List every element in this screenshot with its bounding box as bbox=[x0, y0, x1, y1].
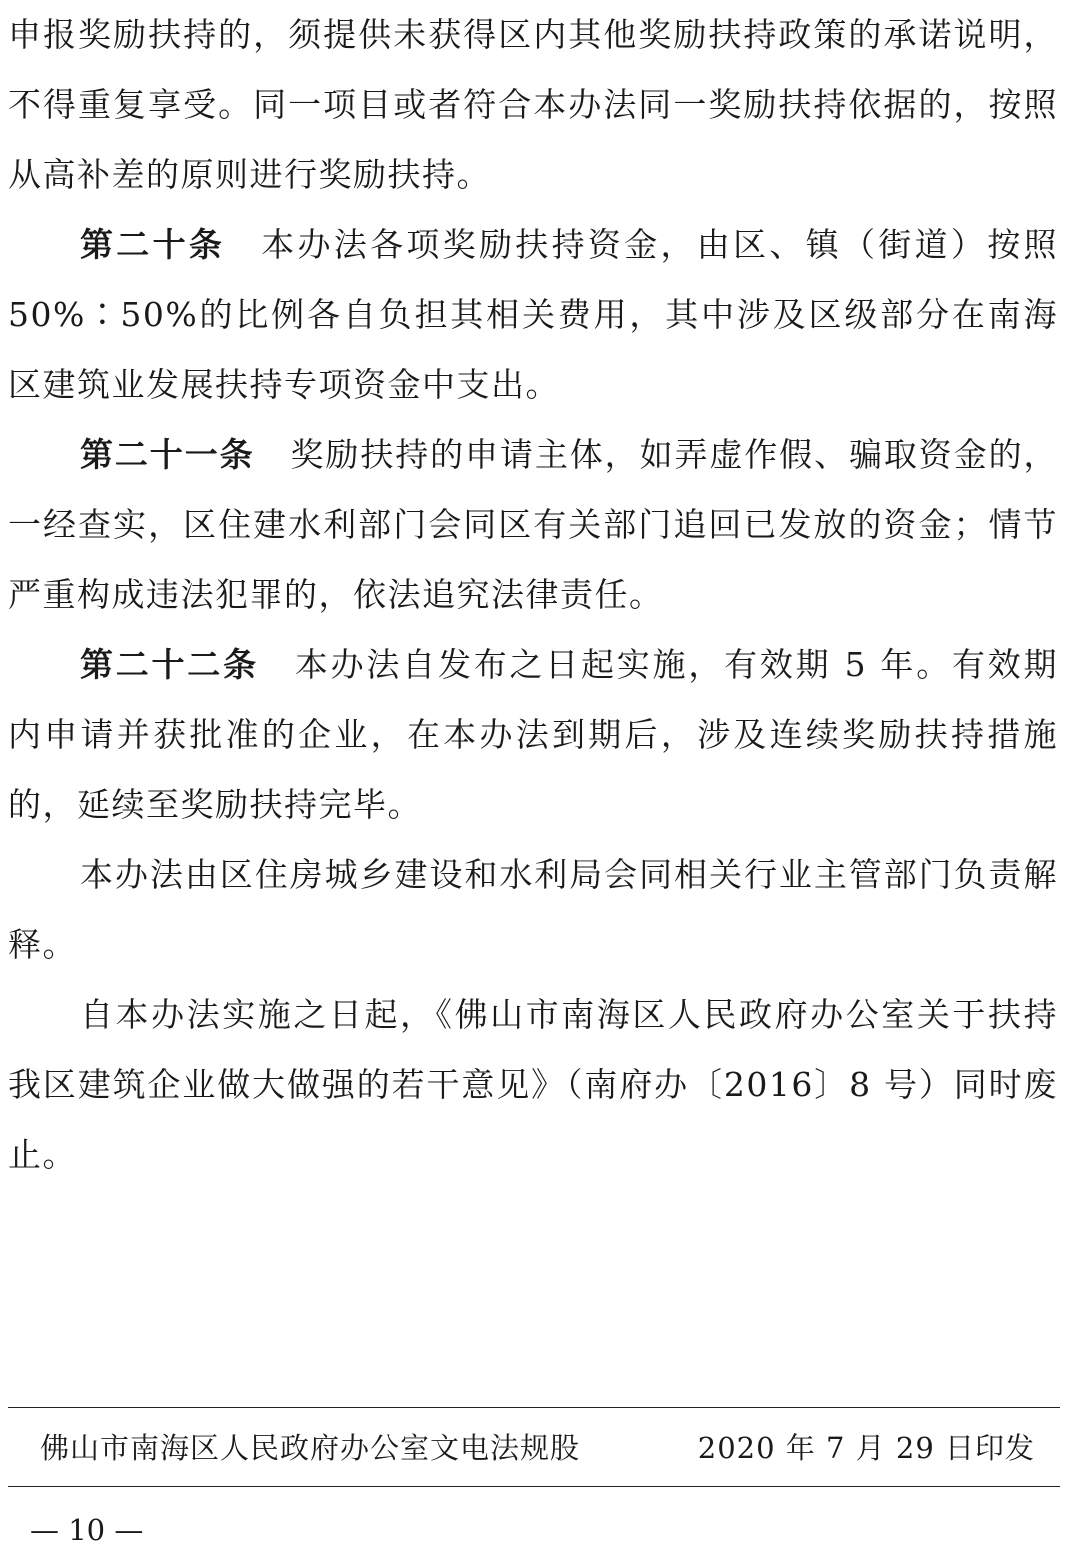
article-paragraph bbox=[8, 630, 1058, 840]
article-paragraph bbox=[8, 420, 1058, 630]
paragraph bbox=[8, 980, 1058, 1190]
footer-issuer: 佛山市南海区人民政府办公室文电法规股 bbox=[40, 1431, 581, 1465]
paragraph-text: 本办法自发布之日起实施，有效期 5 年。有效期内申请并获批准的企业，在本办法到期后，涉及连续奖励扶持措施的，延续至奖励扶持完毕。 bbox=[8, 645, 1059, 824]
paragraph-text: 自本办法实施之日起，《佛山市南海区人民政府办公室关于扶持我区建筑企业做大做强的若干意见》（南府办〔2016〕8 号）同时废止。 bbox=[8, 995, 1058, 1174]
page-number: — 10 — bbox=[30, 1513, 144, 1547]
article-paragraph bbox=[8, 210, 1058, 420]
paragraph-text: 申报奖励扶持的，须提供未获得区内其他奖励扶持政策的承诺说明，不得重复享受。同一项目或者符合本办法同一奖励扶持依据的，按照从高补差的原则进行奖励扶持。 bbox=[8, 15, 1058, 194]
paragraph bbox=[8, 0, 1058, 210]
footer-bottom-rule bbox=[8, 1486, 1060, 1487]
article-number: 第二十条 bbox=[80, 225, 226, 264]
footer-print-date: 2020 年 7 月 29 日印发 bbox=[697, 1431, 1035, 1465]
article-number: 第二十二条 bbox=[80, 645, 259, 684]
document-body bbox=[8, 0, 1058, 1190]
paragraph-text: 本办法各项奖励扶持资金，由区、镇（街道）按照 50%∶50%的比例各自负担其相关费用，其中涉及区级部分在南海区建筑业发展扶持专项资金中支出。 bbox=[8, 225, 1059, 404]
footer-top-rule bbox=[8, 1407, 1060, 1408]
paragraph bbox=[8, 840, 1058, 980]
paragraph-text: 奖励扶持的申请主体，如弄虚作假、骗取资金的，一经查实，区住建水利部门会同区有关部门追回已发放的资金；情节严重构成违法犯罪的，依法追究法律责任。 bbox=[8, 435, 1059, 614]
paragraph-text: 本办法由区住房城乡建设和水利局会同相关行业主管部门负责解释。 bbox=[8, 855, 1058, 964]
article-number: 第二十一条 bbox=[80, 435, 255, 474]
